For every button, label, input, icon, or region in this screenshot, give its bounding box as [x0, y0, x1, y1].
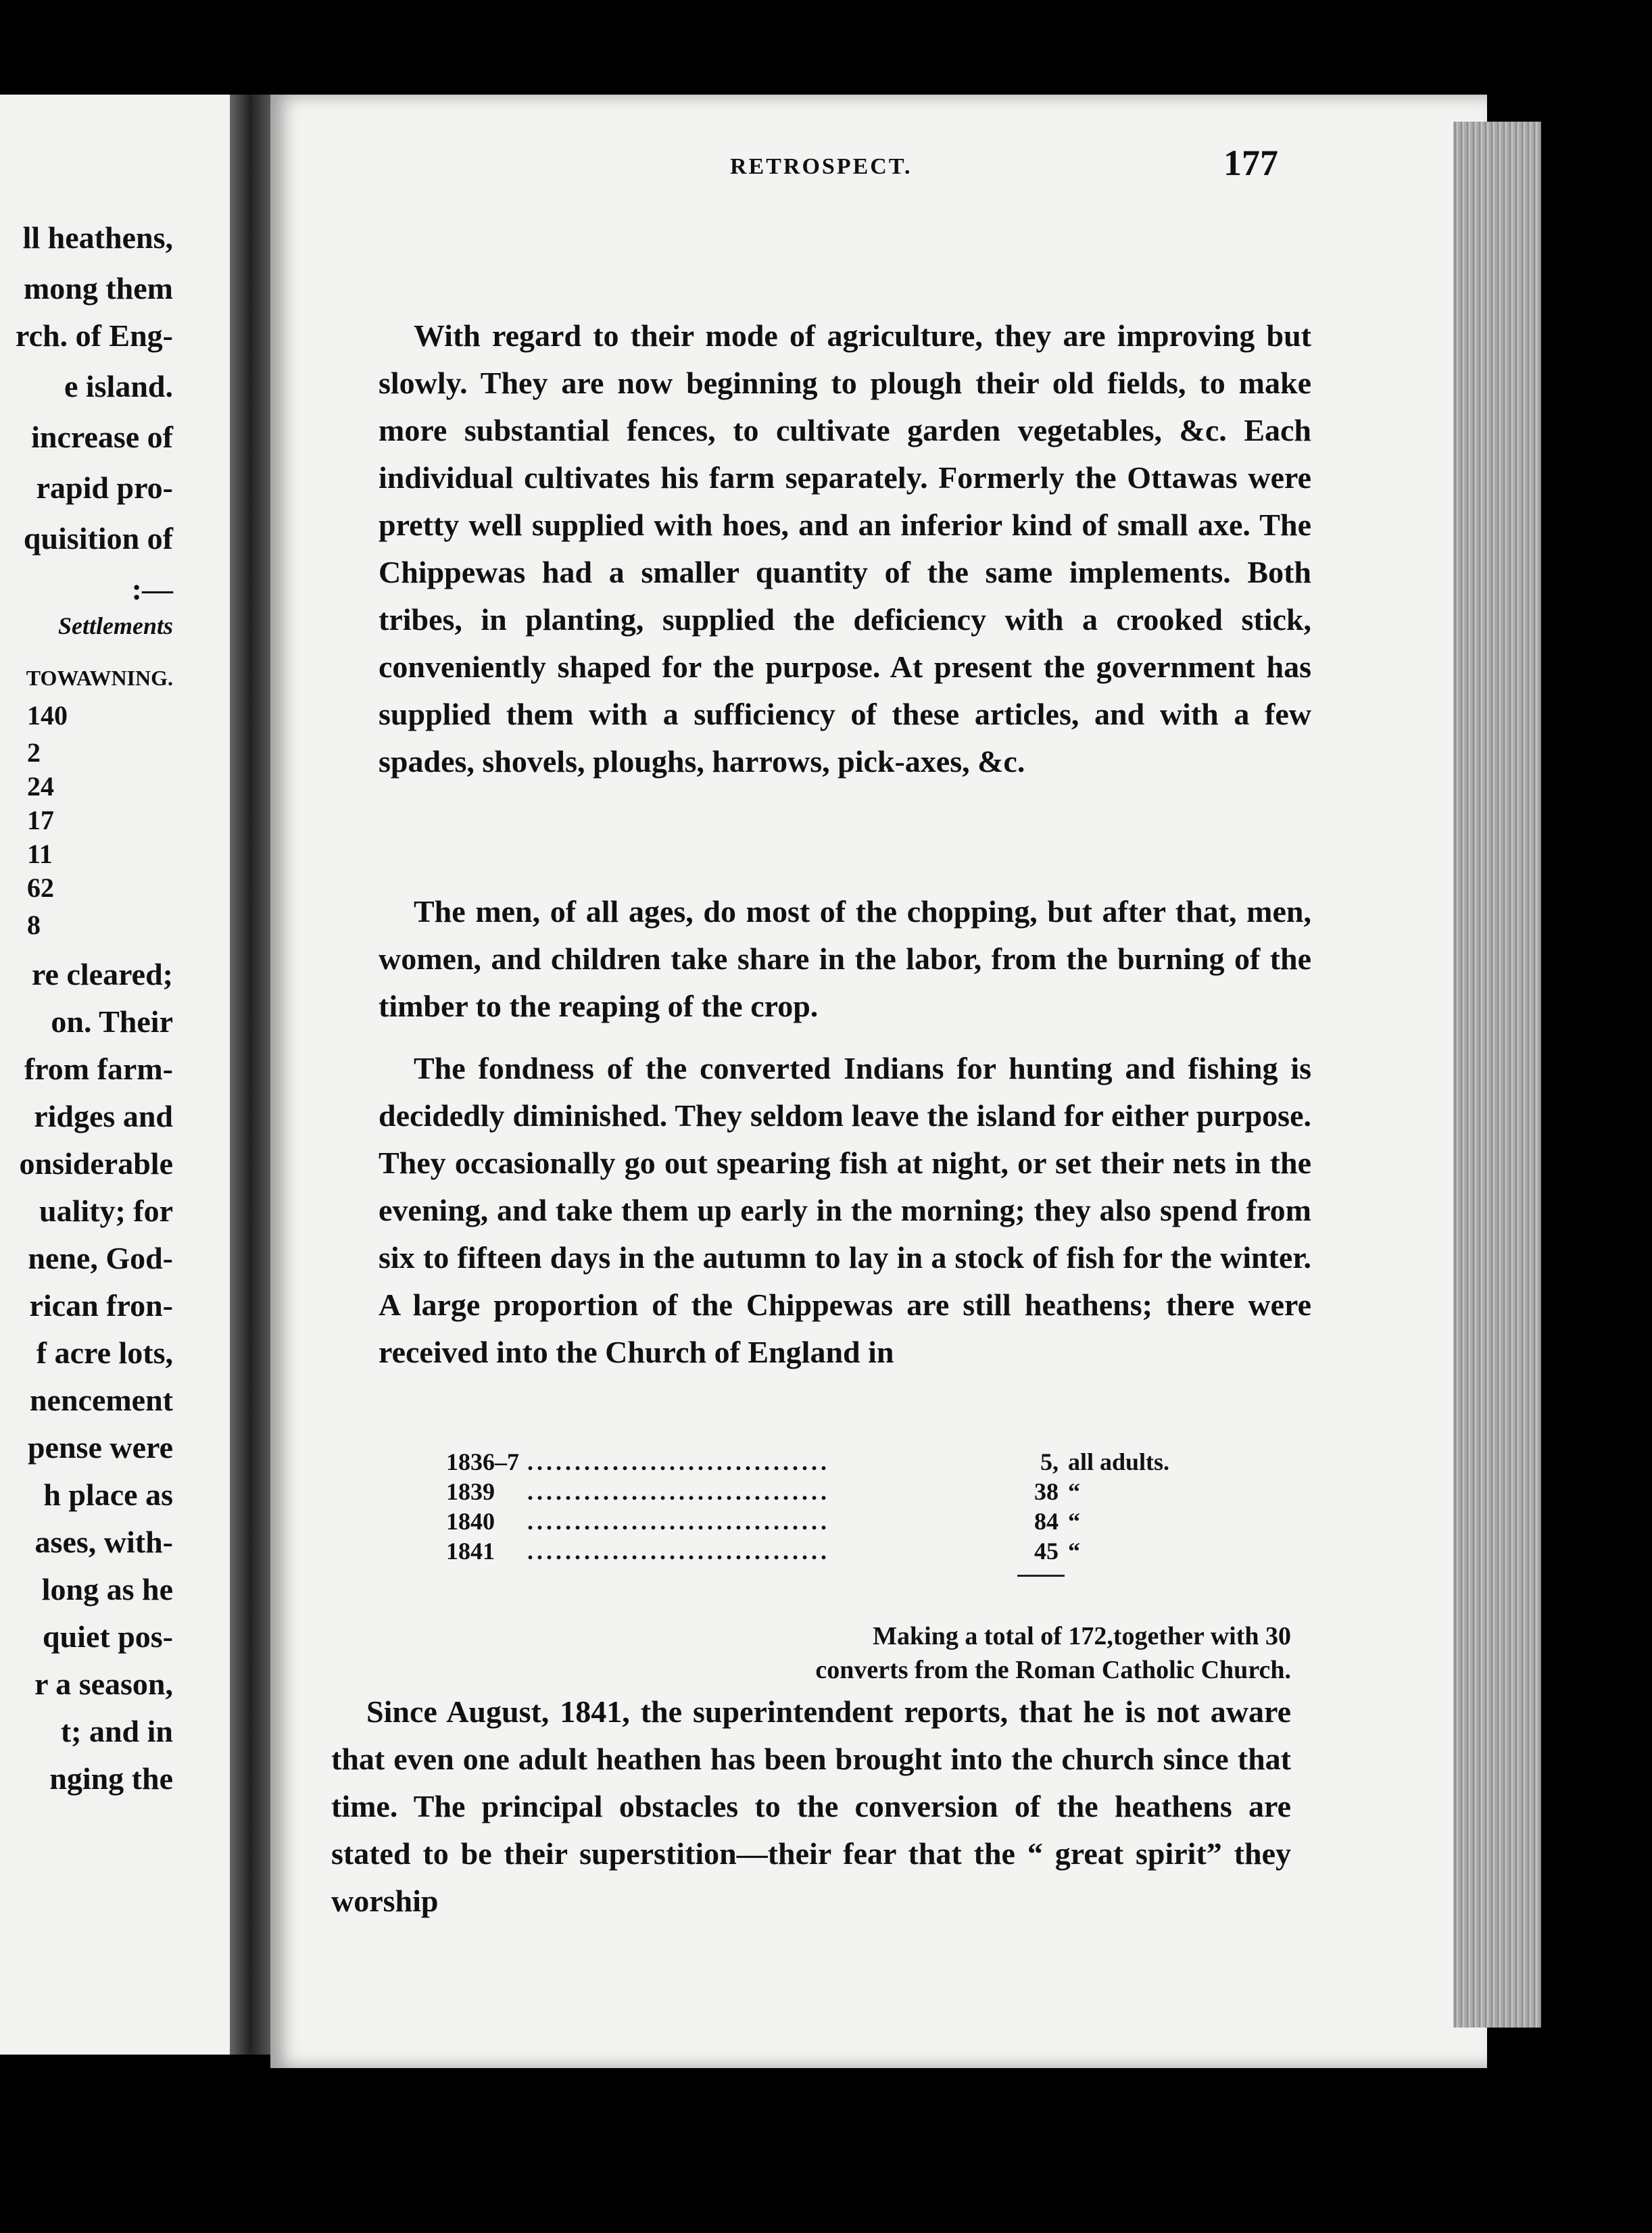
leader-dots: ................................ — [527, 1538, 830, 1565]
previous-page-line: ases, with- — [34, 1525, 173, 1559]
row-note: “ — [1068, 1538, 1080, 1565]
sum-rule — [1017, 1575, 1065, 1577]
previous-page-line: rican fron- — [29, 1288, 173, 1323]
row-note: all adults. — [1068, 1448, 1170, 1475]
row-note: “ — [1068, 1478, 1080, 1505]
row-year: 1836–7 — [446, 1448, 519, 1475]
row-value: 45 — [1034, 1538, 1059, 1565]
previous-page-line: 24 — [27, 771, 54, 802]
previous-page-line: quiet pos- — [43, 1619, 173, 1654]
paragraph-text: The men, of all ages, do most of the chopping, but after that, men, women, and children take share in the labor, from the burning of the timber to the reaping of the crop. — [379, 894, 1311, 1023]
table-summary — [608, 1619, 1291, 1687]
row-value: 84 — [1034, 1508, 1059, 1535]
previous-page-line: 8 — [27, 910, 41, 940]
previous-page-line: pense were — [27, 1430, 173, 1465]
table-row — [446, 1507, 1237, 1537]
table-row — [446, 1537, 1237, 1567]
previous-page-line: f acre lots, — [36, 1335, 173, 1370]
previous-page-line: on. Their — [51, 1004, 173, 1039]
previous-page-line: from farm- — [24, 1052, 173, 1086]
previous-page-line: re cleared; — [31, 957, 173, 991]
paragraph-text: The fondness of the converted Indians for hunting and fishing is decidedly diminished. They seldom leave the island for either purpose. They occasionally go out spearing fish at night, or set their nets in the evening, and take them up early in the morning; they also spend from six to fifteen days in the autumn to lay in a stock of fish for the winter. A large proportion of the Chippewas are still heathens; there were received into the Church of England in — [379, 1051, 1311, 1369]
previous-page-line: onsiderable — [19, 1146, 173, 1181]
previous-page-line: uality; for — [39, 1194, 173, 1228]
previous-page-line: :— — [131, 572, 173, 606]
previous-page-line: increase of — [31, 420, 173, 454]
book-gutter — [230, 95, 270, 2055]
row-value: 5, — [1040, 1448, 1059, 1475]
paragraph-chopping — [379, 888, 1311, 1030]
previous-page-line: TOWAWNING. — [26, 666, 173, 690]
paragraph-since-august — [331, 1688, 1291, 1925]
previous-page-line: Settlements — [58, 612, 173, 639]
leader-dots: ................................ — [527, 1448, 830, 1475]
row-year: 1839 — [446, 1478, 495, 1505]
page-edges — [1453, 122, 1541, 2028]
previous-page — [0, 95, 230, 2055]
previous-page-line: 62 — [27, 873, 54, 903]
page-number: 177 — [1223, 143, 1278, 183]
row-note: “ — [1068, 1508, 1080, 1535]
row-year: 1841 — [446, 1538, 495, 1565]
previous-page-line: quisition of — [23, 521, 173, 556]
summary-line: Making a total of 172,together with 30 — [873, 1622, 1291, 1650]
previous-page-line: e island. — [64, 369, 173, 403]
previous-page-line: rapid pro- — [36, 470, 173, 505]
previous-page-line: 17 — [27, 805, 54, 835]
table-row — [446, 1448, 1237, 1477]
row-value: 38 — [1034, 1478, 1059, 1505]
leader-dots: ................................ — [527, 1478, 830, 1505]
previous-page-line: nene, God- — [28, 1241, 173, 1275]
conversion-table — [446, 1448, 1237, 1567]
previous-page-line: mong them — [23, 271, 173, 305]
row-year: 1840 — [446, 1508, 495, 1535]
running-head: RETROSPECT. — [730, 154, 913, 179]
previous-page-line: long as he — [41, 1572, 173, 1606]
previous-page-line: nging the — [49, 1761, 173, 1796]
previous-page-line: 140 — [27, 700, 68, 731]
previous-page-line: t; and in — [60, 1714, 173, 1748]
previous-page-line: r a season, — [34, 1667, 173, 1701]
summary-line: converts from the Roman Catholic Church. — [815, 1656, 1291, 1684]
paragraph-hunting-fishing — [379, 1045, 1311, 1376]
previous-page-line: nencement — [29, 1383, 173, 1417]
leader-dots: ................................ — [527, 1508, 830, 1535]
previous-page-line: 2 — [27, 737, 41, 768]
table-row — [446, 1477, 1237, 1507]
previous-page-line: rch. of Eng- — [16, 318, 173, 353]
previous-page-line: 11 — [27, 839, 53, 869]
paragraph-agriculture — [379, 312, 1311, 785]
paragraph-text: With regard to their mode of agriculture, they are improving but slowly. They are now beginning to plough their old fields, to make more substantial fences, to cultivate garden vegetables, &c. Each individual cultivates his farm separately. Formerly the Ottawas were pretty well supplied with hoes, and an inferior kind of small axe. The Chippewas had a smaller quantity of the same implements. Both tribes, in planting, supplied the deficiency with a crooked stick, conveniently shaped for the purpose. At present the government has supplied them with a sufficiency of these articles, and with a few spades, shovels, ploughs, harrows, pick-axes, &c. — [379, 318, 1311, 779]
previous-page-line: h place as — [43, 1477, 173, 1512]
previous-page-line: ridges and — [34, 1099, 173, 1133]
paragraph-text: Since August, 1841, the superintendent reports, that he is not aware that even one adult heathen has been brought into the church since that time. The principal obstacles to the conversion of the heathens are stated to be their superstition—their fear that the “ great spirit” they worship — [331, 1694, 1291, 1918]
previous-page-line: ll heathens, — [22, 220, 173, 255]
